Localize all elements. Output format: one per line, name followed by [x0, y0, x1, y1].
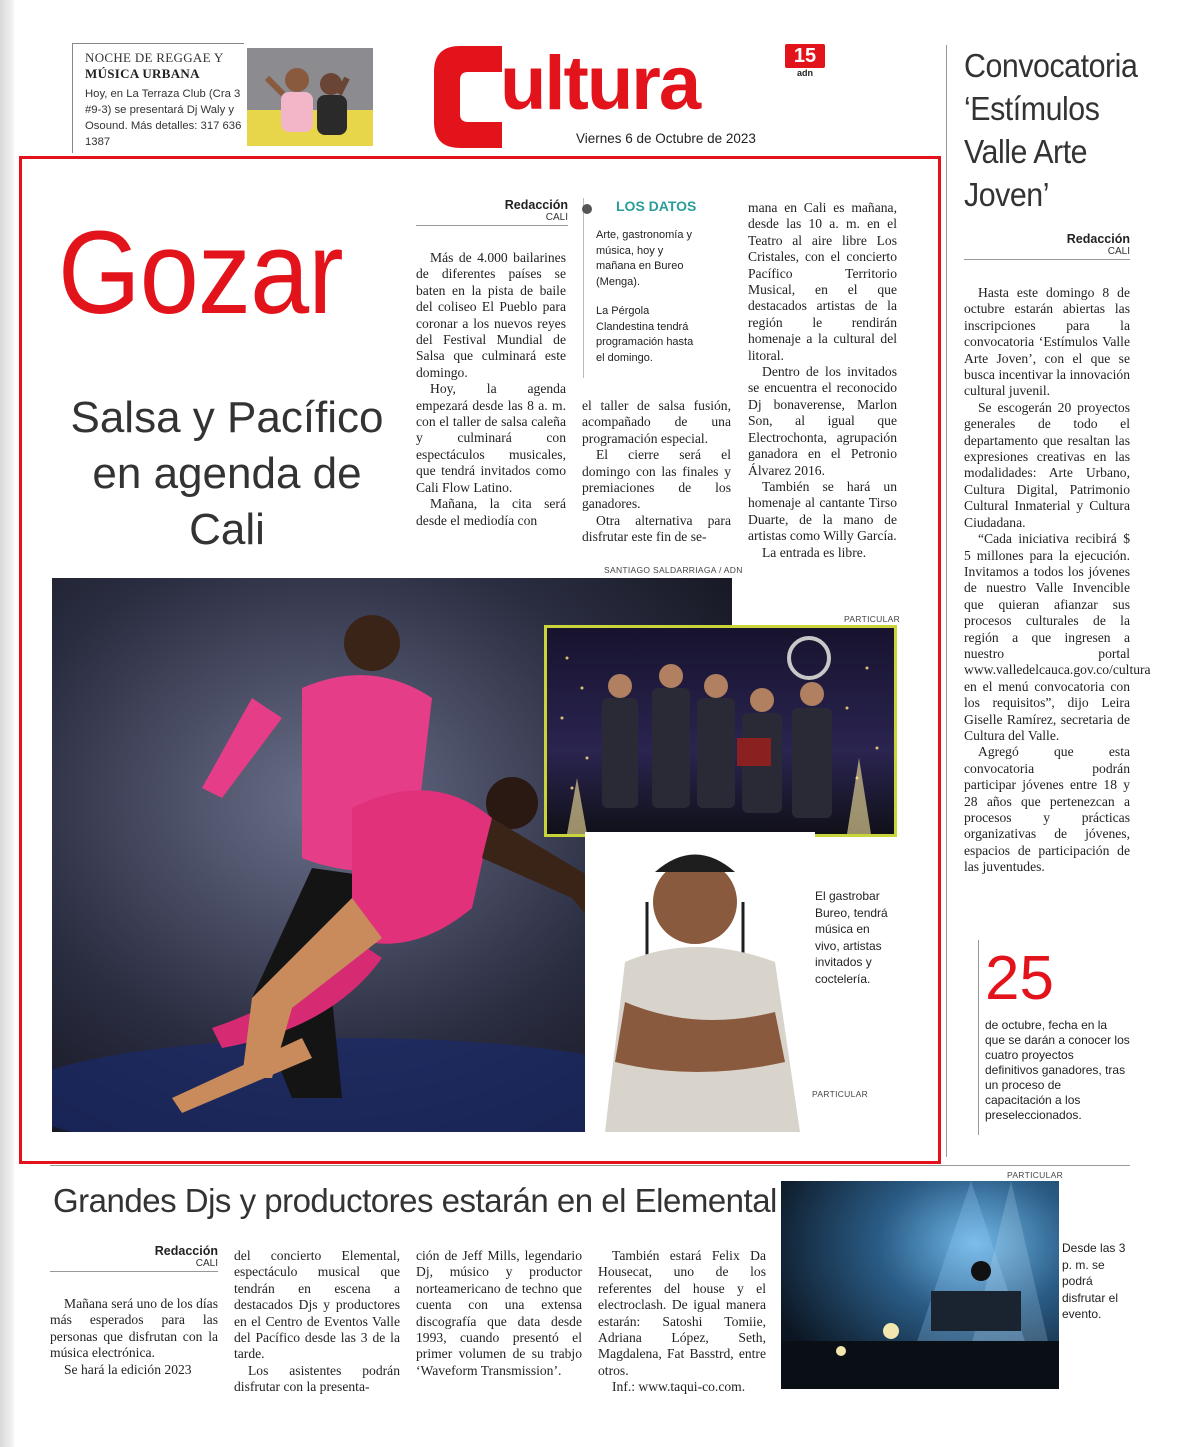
sidebar-byline	[964, 232, 1130, 260]
paragraph: Mañana, la cita será desde el mediodía con	[416, 496, 566, 528]
paragraph: También estará Felix Da Housecat, uno de los referentes del house y el electroclash. De igual manera estarán: Satoshi Tomiie, Adriana López, Seth, Magdalena, Fat Basstrd, entre otros.	[598, 1248, 766, 1378]
masthead-date: Viernes 6 de Octubre de 2023	[576, 131, 756, 146]
paragraph: mana en Cali es mañana, desde las 10 a. m. en el Teatro al aire libre Los Cristales, con el concierto Pacífico Territorio Musical, en el que destacados artistas de la región le rendirán homenaje a la cultural del litoral.	[748, 200, 897, 363]
masthead-logo	[430, 38, 770, 156]
paragraph: ción de Jeff Mills, legendario Dj, músico y productor norteamericano de techno que cuenta con una extensa discografía que data desde 1993, cuando presentó el primer volumen de su trabjo ‘Waveform Transmission’.	[416, 1248, 582, 1378]
paragraph: “Cada iniciativa recibirá $ 5 millones para la ejecución. Invitamos a todos los jóvenes de nuestro Valle Invencible que quieran afianzar sus procesos culturales de la región a que ingresen a nuestro portal www.valledelcauca.gov.co/cultura en el menú convocatoria con los requisitos”, dijo Leira Giselle Ramírez, secretaria de Cultura del Valle.	[964, 531, 1151, 743]
bottom-col-2	[234, 1248, 400, 1396]
masthead-c-logo-icon	[430, 38, 510, 156]
data-item-2: La Pérgola Clandestina tendrá programación hasta el domingo.	[596, 305, 694, 364]
data-box-title: LOS DATOS	[616, 198, 697, 214]
main-col-1	[416, 250, 566, 529]
sidebar-body	[964, 285, 1151, 876]
bottom-top-rule	[50, 1165, 1130, 1166]
page-edge-shadow	[0, 0, 14, 1447]
singer-photo-credit: PARTICULAR	[812, 1089, 869, 1099]
bottom-byline	[50, 1244, 218, 1272]
pushpin-icon	[580, 202, 594, 216]
sidebar-number-box	[978, 940, 1130, 1135]
bottom-col-3	[416, 1248, 582, 1379]
bottom-col-1	[50, 1296, 218, 1378]
band-photo-credit: PARTICULAR	[844, 614, 901, 624]
article-kicker: Gozar	[58, 207, 343, 339]
sidebar-headline: Convocatoria ‘Estímulos Valle Arte Joven’	[964, 47, 1138, 213]
paragraph: Agregó que esta convocatoria podrán participar jóvenes entre 18 y 28 años que pertenezcan a procesos y prácticas organizativas de jóvenes, espacios de participación de las juventudes.	[964, 744, 1130, 875]
paragraph: del concierto Elemental, espectáculo musical que tendrán en escena a destacados Djs y productores en el Centro de Eventos Valle del Pacífico desde las 3 de la tarde.	[234, 1248, 400, 1362]
byline-name: Redacción	[504, 198, 568, 212]
bottom-col-4	[598, 1248, 766, 1396]
byline-city: CALI	[545, 212, 568, 223]
data-item-1: Arte, gastronomía y música, hoy y mañana en Bureo (Menga).	[596, 229, 692, 288]
promo-box	[72, 43, 244, 153]
promo-text: Hoy, en La Terraza Club (Cra 3 #9-3) se presentará Dj Waly y Osound. Más detalles: 317 636 1387	[85, 88, 242, 148]
paragraph: Se escogerán 20 proyectos generales de todo el departamento que resaltan las expresiones creativas en las modalidades: Arte Urbano, Cultura Digital, Patrimonio Cultural Inmaterial y Cultura Ciudadana.	[964, 399, 1130, 530]
paragraph: el taller de salsa fusión, acompañado de una programación especial.	[582, 398, 731, 446]
paragraph: Más de 4.000 bailarines de diferentes países se baten en la pista de baile del coliseo El Pueblo para coronar a los nuevos reyes del Festival Mundial de Salsa que culminará este domingo.	[416, 250, 566, 380]
bottom-headline: Grandes Djs y productores estarán en el Elemental	[53, 1182, 777, 1219]
paragraph: Mañana será uno de los días más esperados para las personas que disfrutan con la música electrónica.	[50, 1296, 218, 1361]
sidebar-byline-name: Redacción	[1066, 232, 1130, 246]
big-number: 25	[985, 944, 1054, 1013]
page-number: 15	[785, 44, 825, 68]
paragraph: Dentro de los invitados se encuentra el reconocido Dj bonaverense, Marlon Son, al igual que Electrochonta, agrupación ganadora en el Petronio Álvarez 2016.	[748, 364, 897, 478]
brand-label: adn	[796, 68, 813, 78]
paragraph: Otra alternativa para disfrutar este fin de se-	[582, 512, 731, 545]
big-number-text: de octubre, fecha en la que se darán a conocer los cuatro proyectos definitivos ganadores, tras un proceso de capacitación a los preseleccionados.	[985, 1018, 1130, 1122]
paragraph: Los asistentes podrán disfrutar con la presenta-	[234, 1362, 400, 1395]
band-photo	[544, 625, 897, 837]
paragraph: También se hará un homenaje al cantante Tirso Duarte, de la mano de artistas como Willy García.	[748, 478, 897, 544]
paragraph: Se hará la edición 2023	[64, 1361, 192, 1377]
bottom-photo-credit: PARTICULAR	[1007, 1170, 1064, 1180]
promo-photo	[247, 48, 373, 146]
paragraph: La entrada es libre.	[762, 544, 867, 560]
singer-photo	[585, 832, 815, 1132]
main-byline	[416, 198, 568, 226]
singer-caption: El gastrobar Bureo, tendrá música en vivo, artistas invitados y coctelería.	[815, 889, 888, 986]
main-col-3	[748, 200, 897, 561]
sidebar-byline-city: CALI	[1107, 246, 1130, 257]
paragraph: El cierre será el domingo con las finales y premiaciones de los ganadores.	[582, 447, 731, 512]
promo-title-1: NOCHE DE REGGAE Y	[85, 50, 224, 65]
article-headline: Salsa y Pacífico en agenda de Cali	[70, 393, 384, 554]
masthead-section-title: ultura	[500, 41, 700, 126]
concert-photo	[781, 1181, 1059, 1389]
paragraph: Hasta este domingo 8 de octubre estarán abiertas las inscripciones para la convocatoria ‘Estímulos Valle Arte Joven’, con el que se busca incentivar la innovación cultural juvenil.	[964, 285, 1130, 399]
column-divider	[946, 45, 947, 1157]
page-number-badge	[785, 44, 825, 82]
paragraph: Inf.: www.taqui-co.com.	[612, 1379, 746, 1395]
concert-caption: Desde las 3 p. m. se podrá disfrutar el evento.	[1062, 1241, 1126, 1321]
data-box	[583, 198, 733, 378]
bottom-byline-city: CALI	[195, 1258, 218, 1269]
main-col-2	[582, 398, 731, 546]
bottom-byline-name: Redacción	[154, 1244, 218, 1258]
main-photo-credit: SANTIAGO SALDARRIAGA / ADN	[604, 565, 743, 575]
paragraph: Hoy, la agenda empezará desde las 8 a. m. con el taller de salsa caleña y culminará con espectáculos musicales, que tendrá invitados como Cali Flow Latino.	[416, 381, 566, 495]
promo-title-2: MÚSICA URBANA	[85, 66, 200, 81]
